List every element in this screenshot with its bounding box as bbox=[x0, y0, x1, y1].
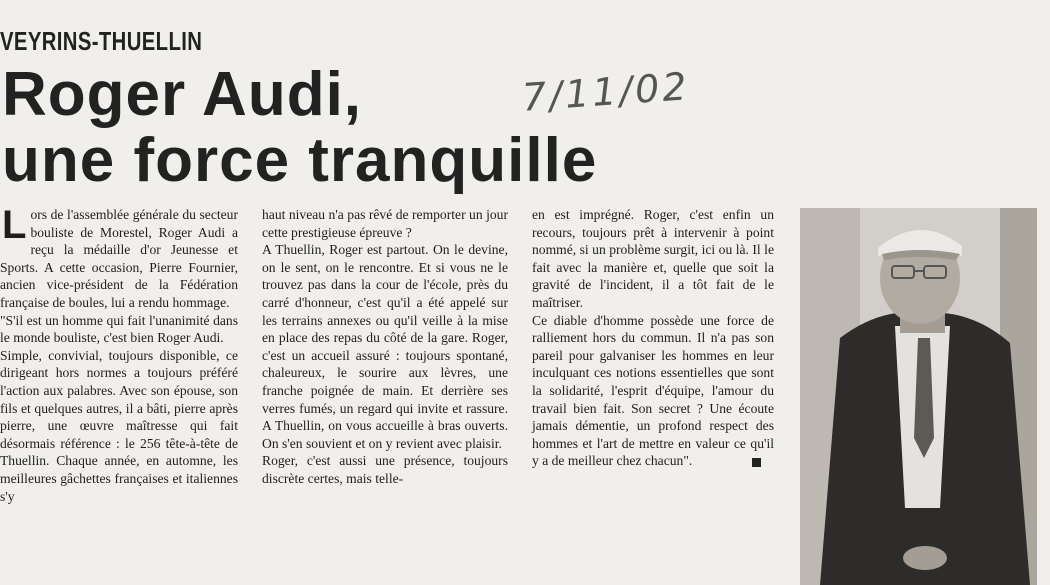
paragraph: "S'il est un homme qui fait l'unanimité dans le monde bouliste, c'est bien Roger Audi. bbox=[0, 312, 238, 346]
headline-line-1: Roger Audi, bbox=[2, 60, 363, 129]
paragraph: Ce diable d'homme possède une force de ralliement hors du commun. Il n'a pas son pareil pour galvaniser les hommes en leur inculquant ces notions essentielles que sont la solidarité, l'esprit d'équipe, l'amour du travail bien fait. Son secret ? Une écoute jamais démentie, un profond respect des hommes et l'art de mettre en valeur ce qu'il y a de meilleur chez chacun". bbox=[532, 312, 774, 469]
headline-line-2: une force tranquille bbox=[2, 126, 598, 195]
article-column-1 bbox=[0, 203, 238, 505]
paragraph: en est imprégné. Roger, c'est enfin un recours, toujours prêt à intervenir à point nommé, si un problème surgit, ici ou là. Il le fait avec la manière et, quelle que soit la gravité de l'incident, il a tôt fait de le maîtriser. bbox=[532, 207, 774, 310]
portrait-photo bbox=[800, 208, 1037, 585]
paragraph: haut niveau n'a pas rêvé de remporter un jour cette prestigieuse épreuve ? bbox=[262, 207, 508, 240]
paragraph: Lors de l'assemblée générale du secteur bouliste de Morestel, Roger Audi a reçu la médaille d'or Jeunesse et Sports. A cette occasion, Pierre Fournier, ancien vice-président de la Fédération française de boules, lui a rendu hommage. bbox=[0, 203, 238, 310]
end-of-article-mark bbox=[752, 458, 761, 467]
paragraph: A Thuellin, Roger est partout. On le devine, on le sent, on le rencontre. Et si vous ne le trouvez pas dans la cour de l'école, près du carré d'honneur, c'est qu'il a été appelé sur les terrains annexes ou qu'il veille à la mise en place des repas du côté de la gare. Roger, c'est un accueil assuré : toujours spontané, chaleureux, le sourire aux lèvres, une franche poignée de main. Et derrière ses verres fumés, un regard qui invite et rassure. A Thuellin, on vous accueille à bras ouverts. On s'en souvient et on y revient avec plaisir. bbox=[262, 242, 508, 451]
article-column-3 bbox=[532, 206, 774, 470]
article-column-2 bbox=[262, 206, 508, 488]
section-kicker: VEYRINS-THUELLIN bbox=[0, 26, 203, 56]
paragraph: Roger, c'est aussi une présence, toujours discrète certes, mais telle- bbox=[262, 453, 508, 486]
article-headline bbox=[2, 62, 597, 194]
drop-cap: L bbox=[2, 203, 27, 247]
paragraph: Simple, convivial, toujours disponible, ce dirigeant hors normes a toujours préféré l'action aux palabres. Avec son épouse, son fils et quelques autres, il a bâti, pierre après pierre, une œuvre maîtresse qui fait désormais référence : le 256 tête-à-tête de Thuellin. Chaque année, en automne, les meilleures gâchettes françaises et italiennes s'y bbox=[0, 347, 238, 504]
handwritten-date: 7/11/02 bbox=[520, 64, 691, 120]
